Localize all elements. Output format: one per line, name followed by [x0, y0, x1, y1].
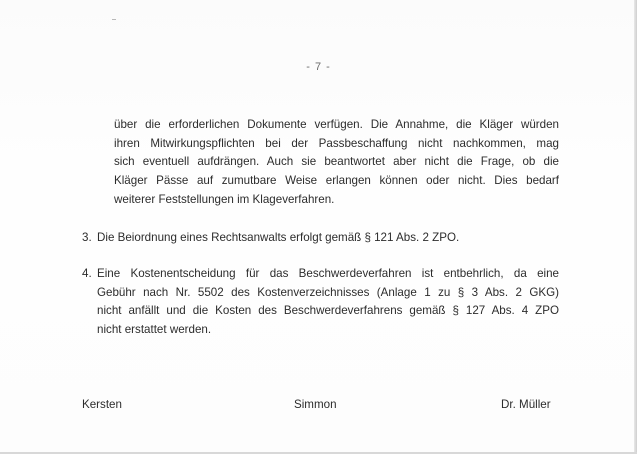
list-item-number: 4.	[82, 267, 92, 280]
paragraph-line: Gebühr nach Nr. 5502 des Kostenverzeichnisses (Anlage 1 zu § 3 Abs. 2 GKG)	[97, 285, 559, 299]
paragraph-line: Eine Kostenentscheidung für das Beschwerdeverfahren ist entbehrlich, da eine	[97, 267, 559, 280]
paragraph-line: über die erforderlichen Dokumente verfügen. Die Annahme, die Kläger würden	[114, 118, 559, 131]
signature-name: Dr. Müller	[501, 398, 551, 411]
signature-block	[0, 398, 637, 418]
paragraph-line: ihren Mitwirkungspflichten bei der Passbeschaffung nicht nachkommen, mag	[114, 136, 559, 150]
list-item-text: Die Beiordnung eines Rechtsanwalts erfolgt gemäß § 121 Abs. 2 ZPO.	[97, 231, 460, 244]
paragraph-line: Kläger Pässe auf zumutbare Weise erlangen können oder nicht. Dies bedarf	[114, 174, 559, 188]
page-number: - 7 -	[306, 61, 331, 73]
list-item-text	[97, 265, 559, 340]
paragraph-line: nicht erstattet werden.	[97, 323, 212, 337]
signature-name: Simmon	[294, 398, 337, 411]
list-item-number: 3.	[82, 231, 92, 244]
paragraph-line: sich eventuell aufdrängen. Auch sie beantwortet aber nicht die Frage, ob die	[114, 155, 559, 169]
paragraph-line: nicht anfällt und die Kosten des Beschwerdeverfahrens gemäß § 127 Abs. 4 ZPO	[97, 304, 559, 318]
scan-artifact	[112, 19, 116, 20]
paragraph-line: weiterer Feststellungen im Klageverfahren.	[114, 192, 335, 206]
signature-name: Kersten	[82, 398, 122, 411]
continuation-paragraph	[114, 116, 559, 210]
